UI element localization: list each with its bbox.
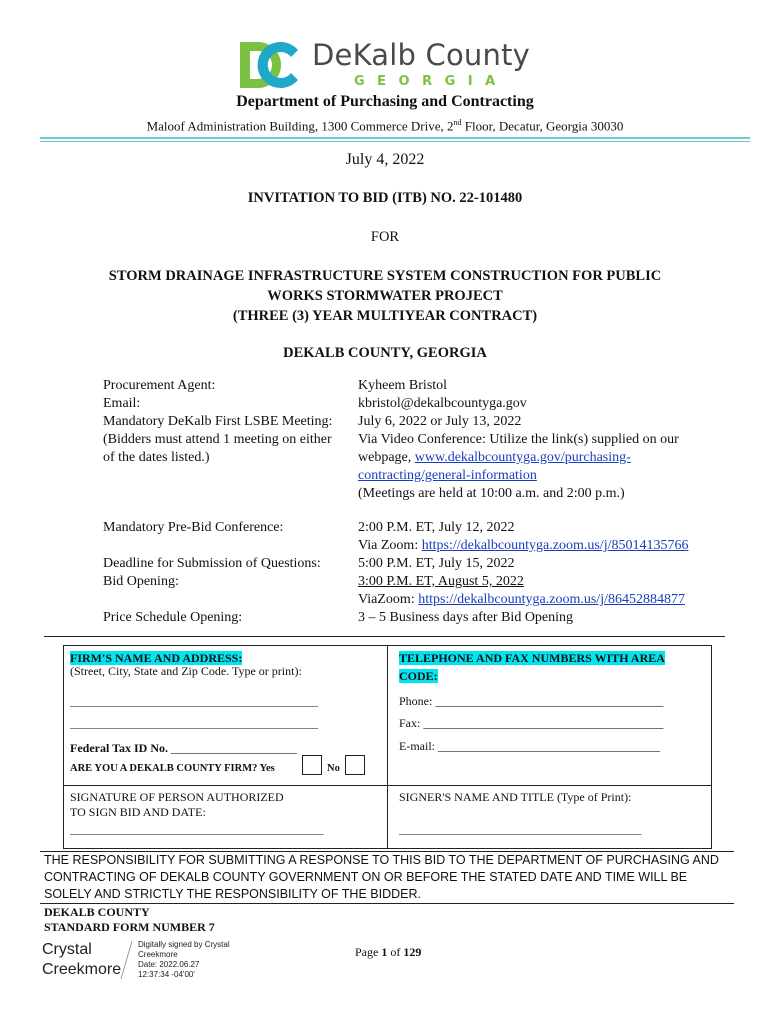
fax-field[interactable]: Fax: ________________________________________ [399,716,664,730]
standard-form-label: DEKALB COUNTY STANDARD FORM NUMBER 7 [44,905,215,934]
responsibility-notice: THE RESPONSIBILITY FOR SUBMITTING A RESPONSE TO THIS BID TO THE DEPARTMENT OF PURCHASING AND CONTRACTING OF DEKALB COUNTY GOVERNMENT ON OR BEFORE THE STATED DATE AND TIME WILL BE SOLELY AND STRICTLY THE RESPONSIBILITY OF THE BIDDER. [44,853,719,901]
form-row-divider [63,785,712,786]
email-value: kbristol@dekalbcountyga.gov [358,396,527,411]
lsbe-label: Mandatory DeKalb First LSBE Meeting: (Bidders must attend 1 meeting on either of the dates listed.) [103,414,333,465]
logo-name: DeKalb County [312,38,531,72]
signature-field[interactable]: ______________________________________________ [70,822,323,836]
opening-zoom: ViaZoom: https://dekalbcountyga.zoom.us/j/86452884877 [358,592,685,607]
signature-slash-icon [118,940,134,980]
firm-address-line-1[interactable]: _____________________________________________ [70,694,318,708]
lsbe-value: July 6, 2022 or July 13, 2022 Via Video Conference: Utilize the link(s) supplied on our webpage, www.dekalbcountyga.gov/purchasing- contracting/general-information (Meetings are held at 10:00 a.m. and 2:00 p.m.) [358,414,679,501]
county-heading: DEKALB COUNTY, GEORGIA [283,345,487,361]
questions-value: 5:00 P.M. ET, July 15, 2022 [358,556,515,571]
dekalb-logo-icon [238,40,300,90]
project-title: STORM DRAINAGE INFRASTRUCTURE SYSTEM CONSTRUCTION FOR PUBLIC WORKS STORMWATER PROJECT (THREE (3) YEAR MULTIYEAR CONTRACT) [108,268,662,324]
no-checkbox[interactable] [345,755,365,775]
responsibility-bottom-rule [40,903,734,904]
price-label: Price Schedule Opening: [103,610,243,625]
agent-value: Kyheem Bristol [358,378,448,393]
for-label: FOR [370,229,400,245]
document-date: July 4, 2022 [345,151,425,168]
header-divider [40,137,750,139]
firm-address-line-2[interactable]: _____________________________________________ [70,716,318,730]
itb-number: INVITATION TO BID (ITB) NO. 22-101480 [247,190,523,206]
prebid-zoom: Via Zoom: https://dekalbcountyga.zoom.us/j/85014135766 [358,538,689,553]
opening-value: 3:00 P.M. ET, August 5, 2022 [358,574,524,589]
agent-label: Procurement Agent: [103,378,216,393]
dekalb-firm-question: ARE YOU A DEKALB COUNTY FIRM? Yes [70,763,275,774]
section-divider [44,636,725,637]
signer-label: SIGNER'S NAME AND TITLE (Type of Print): [399,790,632,804]
opening-label: Bid Opening: [103,574,179,589]
firm-subheading: (Street, City, State and Zip Code. Type or print): [70,664,302,678]
form-column-divider [387,645,388,849]
tax-id-field[interactable]: Federal Tax ID No. _____________________ [70,741,298,755]
email-label: Email: [103,396,141,411]
no-label: No [327,763,340,774]
firm-heading: FIRM'S NAME AND ADDRESS: [70,651,243,665]
phone-heading: TELEPHONE AND FAX NUMBERS WITH AREA CODE: [399,651,665,683]
digital-signature-name: Crystal Creekmore [42,941,122,978]
department-title: Department of Purchasing and Contracting [236,93,534,110]
opening-zoom-link[interactable]: https://dekalbcountyga.zoom.us/j/86452884877 [418,592,685,607]
questions-label: Deadline for Submission of Questions: [103,556,321,571]
signer-field[interactable]: ____________________________________________ [399,822,641,836]
purchasing-webpage-link[interactable]: www.dekalbcountyga.gov/purchasing- [414,450,631,465]
prebid-zoom-link[interactable]: https://dekalbcountyga.zoom.us/j/85014135766 [421,538,689,553]
department-address: Maloof Administration Building, 1300 Commerce Drive, 2nd Floor, Decatur, Georgia 30030 [146,118,624,134]
phone-field[interactable]: Phone: ______________________________________ [399,694,664,708]
page-number: Page 1 of 129 [355,945,422,959]
email-field[interactable]: E-mail: _____________________________________ [399,739,660,753]
prebid-label: Mandatory Pre-Bid Conference: [103,520,284,535]
price-value: 3 – 5 Business days after Bid Opening [358,610,574,625]
logo-subtitle: GEORGIA [354,74,508,89]
header-divider-thin [40,141,750,142]
yes-checkbox[interactable] [302,755,322,775]
purchasing-webpage-link-cont[interactable]: contracting/general-information [358,468,537,483]
digital-signature-details: Digitally signed by Crystal Creekmore Date: 2022.06.27 12:37:34 -04'00' [138,940,230,979]
signature-label: SIGNATURE OF PERSON AUTHORIZED TO SIGN BID AND DATE: [70,790,284,819]
prebid-value: 2:00 P.M. ET, July 12, 2022 [358,520,515,535]
